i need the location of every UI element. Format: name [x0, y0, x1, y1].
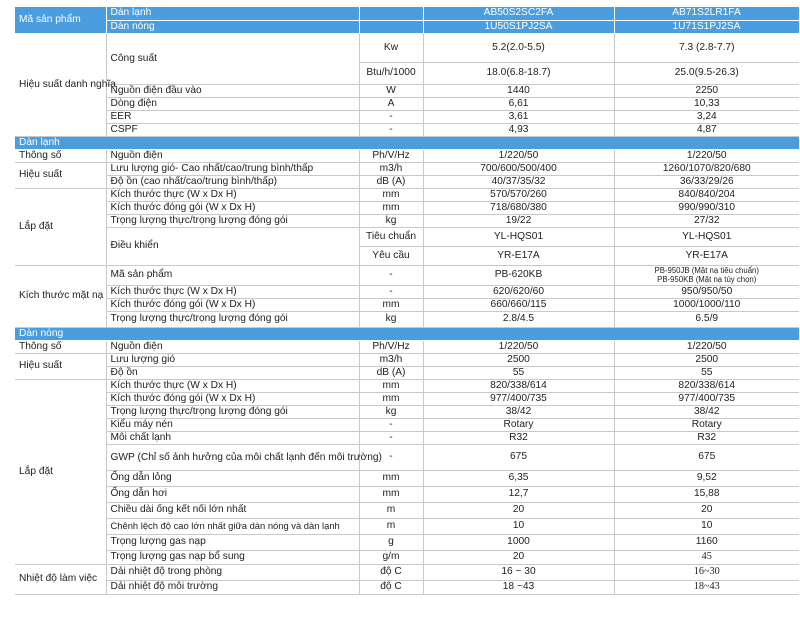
table-row: Chênh lệch độ cao lớn nhất giữa dàn nóng và dàn lạnh m 10 10 [15, 518, 799, 534]
table-row: Kích thước đóng gói (W x Dx H) mm 977/400/735 977/400/735 [15, 392, 799, 405]
table-row: Kích thước đóng gói (W x Dx H) mm 718/680/380 990/990/310 [15, 201, 799, 214]
model-label: Mã sản phẩm [15, 7, 106, 33]
section-title-outdoor: Dàn nóng [15, 327, 799, 340]
table-row: CSPF - 4,93 4,87 [15, 123, 799, 136]
table-row: Kích thước mặt nạ Mã sản phẩm - PB-620KB PB-950JB (Mặt nạ tiêu chuẩn) PB-950KB (Mặt nạ tùy chọn) [15, 265, 799, 285]
section-header-outdoor [15, 327, 799, 340]
table-row: Kích thước đóng gói (W x Dx H) mm 660/660/115 1000/1000/110 [15, 298, 799, 311]
table-row: Lắp đặt Kích thước thực (W x Dx H) mm 820/338/614 820/338/614 [15, 379, 799, 392]
table-row: Kích thước thực (W x Dx H) - 620/620/60 950/950/50 [15, 285, 799, 298]
table-row: Nguồn điện đầu vào W 1440 2250 [15, 84, 799, 97]
outdoor-label: Dàn nóng [106, 20, 359, 33]
indoor-model-2: AB71S2LR1FA [614, 7, 799, 20]
table-row: Chiều dài ống kết nối lớn nhất m 20 20 [15, 502, 799, 518]
table-row: Yêu cầu YR-E17A YR-E17A [15, 246, 799, 265]
table-row: GWP (Chỉ số ảnh hưởng của môi chất lạnh đến môi trường) - 675 675 [15, 444, 799, 470]
indoor-label: Dàn lạnh [106, 7, 359, 20]
indoor-model-1: AB50S2SC2FA [423, 7, 614, 20]
table-row: Trọng lượng thực/trọng lượng đóng gói kg 38/42 38/42 [15, 405, 799, 418]
table-row: Thông số Nguồn điện Ph/V/Hz 1/220/50 1/220/50 [15, 340, 799, 353]
table-row: Btu/h/1000 18.0(6.8-18.7) 25.0(9.5-26.3) [15, 62, 799, 84]
table-row: Ống dẫn lỏng mm 6,35 9,52 [15, 470, 799, 486]
section-header-indoor [15, 136, 799, 149]
spec-table [15, 7, 800, 595]
table-row: EER - 3,61 3,24 [15, 110, 799, 123]
table-row: Dải nhiệt độ môi trường độ C 18 ~43 18~43 [15, 580, 799, 594]
table-row: Độ ồn (cao nhất/cao/trung bình/thấp) dB (A) 40/37/35/32 36/33/29/26 [15, 175, 799, 188]
table-row: Kiểu máy nén - Rotary Rotary [15, 418, 799, 431]
section-title-indoor: Dàn lạnh [15, 136, 799, 149]
table-row: Hiệu suất danh nghĩa Công suất Kw 5.2(2.0-5.5) 7.3 (2.8-7.7) [15, 33, 799, 62]
header-row-outdoor [15, 20, 799, 33]
table-row: Trọng lượng gas nạp bổ sung g/m 20 45 [15, 550, 799, 564]
table-row: Lắp đặt Kích thước thực (W x Dx H) mm 570/570/260 840/840/204 [15, 188, 799, 201]
capacity-label: Công suất [106, 33, 359, 84]
table-row: Thông số Nguồn điện Ph/V/Hz 1/220/50 1/220/50 [15, 149, 799, 162]
outdoor-model-1: 1U50S1PJ2SA [423, 20, 614, 33]
group-nominal: Hiệu suất danh nghĩa [15, 33, 106, 136]
table-row: Trọng lượng gas nạp g 1000 1160 [15, 534, 799, 550]
table-row: Nhiệt độ làm việc Dải nhiệt độ trong phòng độ C 16 ~ 30 16~30 [15, 564, 799, 580]
table-row: Hiệu suất Lưu lượng gió- Cao nhất/cao/trung bình/thấp m3/h 700/600/500/400 1260/1070/820/680 [15, 162, 799, 175]
table-row: Ống dẫn hơi mm 12,7 15,88 [15, 486, 799, 502]
table-row: Trọng lượng thực/trọng lượng đóng gói kg 19/22 27/32 [15, 214, 799, 227]
header-row-indoor [15, 7, 799, 20]
table-row: Trọng lượng thực/trọng lượng đóng gói kg 2.8/4.5 6.5/9 [15, 311, 799, 327]
table-row: Môi chất lạnh - R32 R32 [15, 431, 799, 444]
table-row: Điều khiển Tiêu chuẩn YL-HQS01 YL-HQS01 [15, 227, 799, 246]
table-row: Hiệu suất Lưu lượng gió m3/h 2500 2500 [15, 353, 799, 366]
table-row: Độ ồn dB (A) 55 55 [15, 366, 799, 379]
table-row: Dòng điện A 6,61 10,33 [15, 97, 799, 110]
outdoor-model-2: 1U71S1PJ2SA [614, 20, 799, 33]
